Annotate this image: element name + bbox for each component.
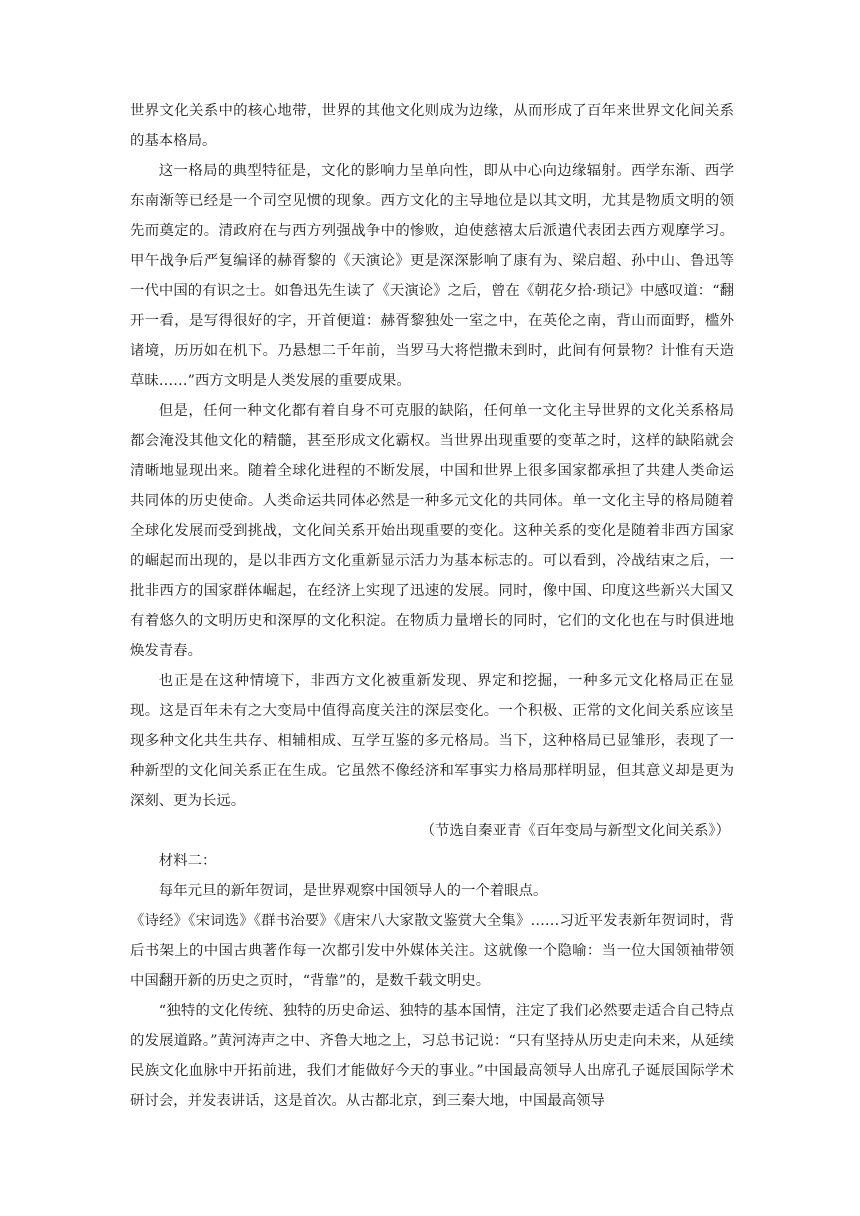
paragraph-classic-books: 《诗经》《宋词选》《群书治要》《唐宋八大家散文鉴赏大全集》……习近平发表新年贺词时，背后书架上的中国古典著作每一次都引发中外媒体关注。这就像一个隐喻：当一位大国领袖带领中国翻开新的历史之页时，“背靠”的，是数千载文明史。	[130, 913, 734, 989]
paragraph-multicultural-pattern: 也正是在这种情境下，非西方文化被重新发现、界定和挖掘，一种多元文化格局正在显现。这是百年未有之大变局中值得高度关注的深层变化。一个积极、正常的文化间关系应该呈现多种文化共生共存、相辅相成、互学互鉴的多元格局。当下，这种格局已显雏形，表现了一种新型的文化间关系正在生成。它虽然不像经济和军事实力格局那样明显，但其意义却是更为深刻、更为长远。	[130, 673, 734, 809]
paragraph-new-year-address: 每年元旦的新年贺词，是世界观察中国领导人的一个着眼点。	[158, 883, 548, 899]
paragraph-continuation: 世界文化关系中的核心地带，世界的其他文化则成为边缘，从而形成了百年来世界文化间关系的基本格局。	[130, 103, 734, 149]
paragraph-unique-tradition: “独特的文化传统、独特的历史命运、独特的基本国情，注定了我们必然要走适合自己特点的发展道路。”黄河涛声之中、齐鲁大地之上，习总书记说：“只有坚持从历史走向未来，从延续民族文化血脉中开拓前进，我们才能做好今天的事业。”中国最高领导人出席孔子诞辰国际学术研讨会，并发表讲话，这是首次。从古都北京，到三秦大地，中国最高领导	[130, 1003, 734, 1109]
document-page	[130, 96, 734, 1116]
source-citation: （节选自秦亚青《百年变局与新型文化间关系》）	[420, 823, 730, 839]
paragraph-western-influence: 这一格局的典型特征是，文化的影响力呈单向性，即从中心向边缘辐射。西学东渐、西学东南渐等已经是一个司空见惯的现象。西方文化的主导地位是以其文明，尤其是物质文明的领先而奠定的。清政府在与西方列强战争中的惨败，迫使慈禧太后派遣代表团去西方观摩学习。甲午战争后严复编译的赫胥黎的《天演论》更是深深影响了康有为、梁启超、孙中山、鲁迅等一代中国的有识之士。如鲁迅先生读了《天演论》之后，曾在《朝花夕拾·琐记》中感叹道：“翻开一看，是写得很好的字，开首便道：赫胥黎独处一室之中，在英伦之南，背山而面野，槛外诸境，历历如在机下。乃悬想二千年前，当罗马大将恺撒未到时，此间有何景物？计惟有天造草昧……”西方文明是人类发展的重要成果。	[130, 163, 734, 389]
material-two-label: 材料二：	[158, 853, 217, 869]
paragraph-cultural-defects: 但是，任何一种文化都有着自身不可克服的缺陷，任何单一文化主导世界的文化关系格局都会淹没其他文化的精髓，甚至形成文化霸权。当世界出现重要的变革之时，这样的缺陷就会清晰地显现出来。随着全球化进程的不断发展，中国和世界上很多国家都承担了共建人类命运共同体的历史使命。人类命运共同体必然是一种多元文化的共同体。单一文化主导的格局随着全球化发展而受到挑战，文化间关系开始出现重要的变化。这种关系的变化是随着非西方国家的崛起而出现的，是以非西方文化重新显示活力为基本标志的。可以看到，冷战结束之后，一批非西方的国家群体崛起，在经济上实现了迅速的发展。同时，像中国、印度这些新兴大国又有着悠久的文明历史和深厚的文化积淀。在物质力量增长的同时，它们的文化也在与时俱进地焕发青春。	[130, 403, 734, 659]
